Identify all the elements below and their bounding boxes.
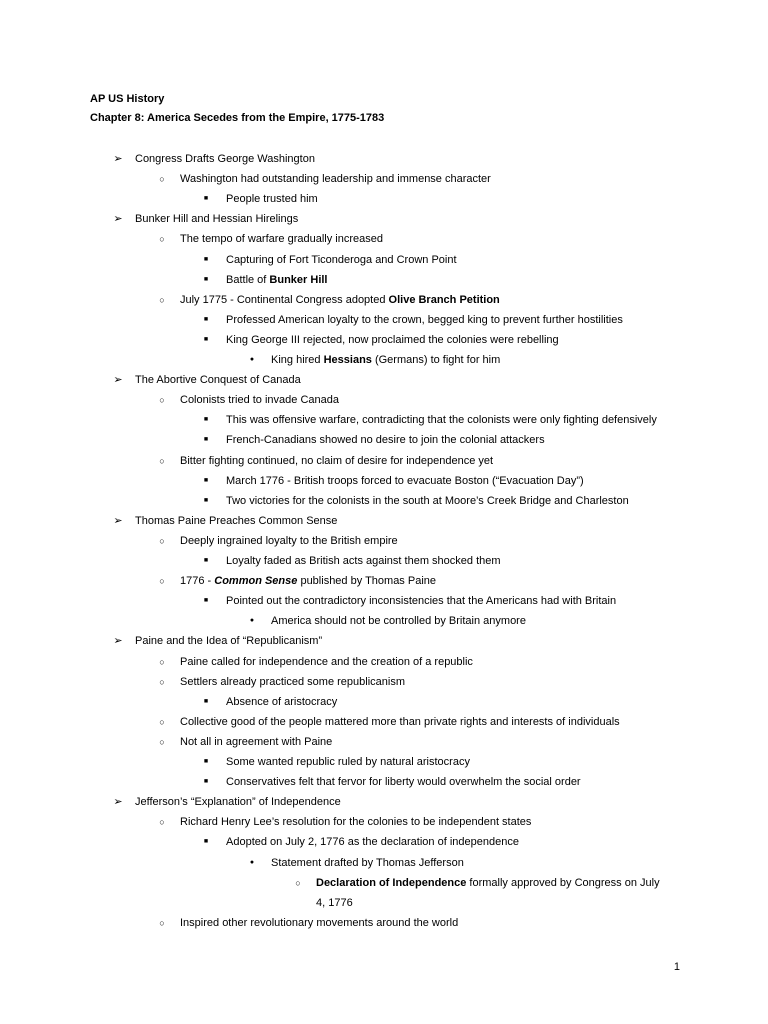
hollow-circle-bullet-icon: ○ <box>159 676 165 687</box>
outline-line <box>180 675 405 689</box>
line-text: King George III rejected, now proclaimed the colonies were rebelling <box>226 333 559 346</box>
outline-line <box>180 574 436 588</box>
outline-line <box>226 413 657 427</box>
hollow-circle-bullet-icon: ○ <box>159 817 165 828</box>
square-bullet-icon: ■ <box>203 758 209 765</box>
line-text: March 1776 - British troops forced to evacuate Boston (“Evacuation Day”) <box>226 474 584 487</box>
outline-line <box>180 454 493 468</box>
line-text: Conservatives felt that fervor for liberty would overwhelm the social order <box>226 776 581 789</box>
hollow-circle-bullet-icon: ○ <box>159 174 165 185</box>
arrow-bullet-icon: ➢ <box>113 213 123 226</box>
line-text: Battle of <box>226 273 270 286</box>
outline-line <box>135 795 341 809</box>
line-text: Not all in agreement with Paine <box>180 735 333 748</box>
square-bullet-icon: ■ <box>203 315 209 323</box>
line-text: Capturing of Fort Ticonderoga and Crown Point <box>226 253 457 266</box>
outline-line <box>135 634 322 648</box>
square-bullet-icon: ■ <box>203 496 209 504</box>
line-text: America should not be controlled by Britain anymore <box>271 615 526 628</box>
line-text: Pointed out the contradictory inconsistencies that the Americans had with Britain <box>226 595 617 608</box>
hollow-circle-bullet-icon: ○ <box>159 294 165 305</box>
outline-line <box>316 896 353 910</box>
line-text: Colonists tried to invade Canada <box>180 394 339 407</box>
square-bullet-icon: ■ <box>203 597 209 605</box>
line-text: Jefferson’s “Explanation” of Independence <box>135 796 341 809</box>
line-text: July 1775 - Continental Congress adopted <box>180 293 389 306</box>
line-text: The tempo of warfare gradually increased <box>180 233 383 246</box>
outline-line <box>180 815 531 829</box>
outline-line <box>226 192 318 206</box>
square-bullet-icon: ■ <box>203 476 209 484</box>
line-text: Deeply ingrained loyalty to the British empire <box>180 534 398 547</box>
emphasis-text: Common Sense <box>214 575 298 588</box>
outline-line <box>135 152 315 166</box>
square-bullet-icon: ■ <box>203 335 209 343</box>
line-text: This was offensive warfare, contradicting that the colonists were only fighting defensively <box>226 414 657 427</box>
arrow-bullet-icon: ➢ <box>113 635 123 648</box>
outline-line <box>271 614 526 628</box>
outline-line <box>226 433 545 447</box>
outline-line <box>135 212 298 226</box>
line-text: published by Thomas Paine <box>297 575 436 588</box>
arrow-bullet-icon: ➢ <box>113 796 123 809</box>
outline-line <box>226 313 623 327</box>
line-text: King hired <box>271 354 324 366</box>
outline-line <box>271 856 464 870</box>
line-text: Absence of aristocracy <box>226 695 338 708</box>
outline-line <box>180 172 491 186</box>
outline-line <box>226 594 616 608</box>
line-text: (Germans) to fight for him <box>371 354 501 366</box>
line-text: Richard Henry Lee’s resolution for the colonies to be independent states <box>180 816 532 829</box>
outline-line <box>226 253 457 267</box>
square-bullet-icon: ■ <box>203 416 209 424</box>
line-text: Settlers already practiced some republicanism <box>180 675 405 688</box>
arrow-bullet-icon: ➢ <box>113 514 123 527</box>
hollow-circle-bullet-icon: ○ <box>159 535 165 546</box>
hollow-circle-bullet-icon: ○ <box>159 234 165 245</box>
line-text: Collective good of the people mattered more than private rights and interests of individuals <box>180 715 620 728</box>
outline-line <box>135 514 337 528</box>
outline-line <box>226 695 337 709</box>
line-text: People trusted him <box>226 193 318 206</box>
arrow-bullet-icon: ➢ <box>113 374 123 387</box>
hollow-circle-bullet-icon: ○ <box>159 716 165 727</box>
line-text: Washington had outstanding leadership and immense character <box>180 173 491 186</box>
outline-line <box>180 293 500 307</box>
hollow-circle-bullet-icon: ○ <box>295 877 301 888</box>
course-title: AP US History <box>90 93 165 105</box>
outline-line <box>271 353 500 367</box>
emphasis-text: Hessians <box>323 354 372 366</box>
emphasis-text: Olive Branch Petition <box>388 293 500 306</box>
outline-line <box>226 333 559 347</box>
line-text: 4, 1776 <box>316 896 353 909</box>
outline-line <box>226 494 629 508</box>
line-text: The Abortive Conquest of Canada <box>135 374 301 387</box>
emphasis-text: Declaration of Independence <box>316 876 467 889</box>
square-bullet-icon: ■ <box>203 195 209 203</box>
square-bullet-icon: ■ <box>203 697 209 705</box>
arrow-bullet-icon: ➢ <box>113 153 123 165</box>
outline-line <box>180 393 339 407</box>
square-bullet-icon: ■ <box>203 436 209 444</box>
outline-line <box>180 655 473 669</box>
emphasis-text: Bunker Hill <box>269 273 328 286</box>
line-text: French-Canadians showed no desire to join the colonial attackers <box>226 434 545 447</box>
outline-line <box>180 715 620 729</box>
hollow-circle-bullet-icon: ○ <box>159 917 165 928</box>
filled-circle-bullet-icon: ● <box>249 356 255 363</box>
filled-circle-bullet-icon: ● <box>249 617 255 625</box>
line-text: Professed American loyalty to the crown, begged king to prevent further hostilities <box>226 313 623 326</box>
line-text: formally approved by Congress on July <box>466 876 660 889</box>
outline-line <box>226 755 470 769</box>
filled-circle-bullet-icon: ● <box>249 858 255 866</box>
hollow-circle-bullet-icon: ○ <box>159 736 165 747</box>
line-text: Statement drafted by Thomas Jefferson <box>271 856 464 869</box>
page-number: 1 <box>673 961 680 973</box>
outline-line <box>226 474 584 488</box>
outline-line <box>226 775 581 789</box>
line-text: Loyalty faded as British acts against them shocked them <box>226 555 501 567</box>
hollow-circle-bullet-icon: ○ <box>159 455 165 466</box>
square-bullet-icon: ■ <box>203 275 209 283</box>
line-text: Thomas Paine Preaches Common Sense <box>135 514 338 527</box>
hollow-circle-bullet-icon: ○ <box>159 395 165 406</box>
hollow-circle-bullet-icon: ○ <box>159 576 165 587</box>
hollow-circle-bullet-icon: ○ <box>159 656 165 667</box>
outline-line <box>180 916 458 930</box>
square-bullet-icon: ■ <box>203 778 209 786</box>
square-bullet-icon: ■ <box>203 838 209 846</box>
square-bullet-icon: ■ <box>203 557 209 564</box>
line-text: Two victories for the colonists in the south at Moore’s Creek Bridge and Charleston <box>226 494 629 507</box>
line-text: Bunker Hill and Hessian Hirelings <box>135 213 299 226</box>
outline-line <box>135 373 301 387</box>
line-text: Paine called for independence and the creation of a republic <box>180 655 473 668</box>
outline-line <box>316 876 660 890</box>
outline-line <box>226 273 328 287</box>
outline-line <box>180 534 398 548</box>
line-text: Inspired other revolutionary movements around the world <box>180 916 459 929</box>
outline-line <box>180 735 332 749</box>
line-text: 1776 - <box>180 575 215 588</box>
outline-line <box>180 232 383 246</box>
line-text: Bitter fighting continued, no claim of desire for independence yet <box>180 454 494 467</box>
chapter-title: Chapter 8: America Secedes from the Empire, 1775-1783 <box>90 112 385 124</box>
line-text: Adopted on July 2, 1776 as the declaration of independence <box>226 836 519 849</box>
outline-line <box>226 554 501 568</box>
outline-line <box>226 835 519 849</box>
line-text: Some wanted republic ruled by natural aristocracy <box>226 756 470 768</box>
square-bullet-icon: ■ <box>203 255 209 263</box>
line-text: Congress Drafts George Washington <box>135 153 315 165</box>
line-text: Paine and the Idea of “Republicanism” <box>135 635 323 648</box>
